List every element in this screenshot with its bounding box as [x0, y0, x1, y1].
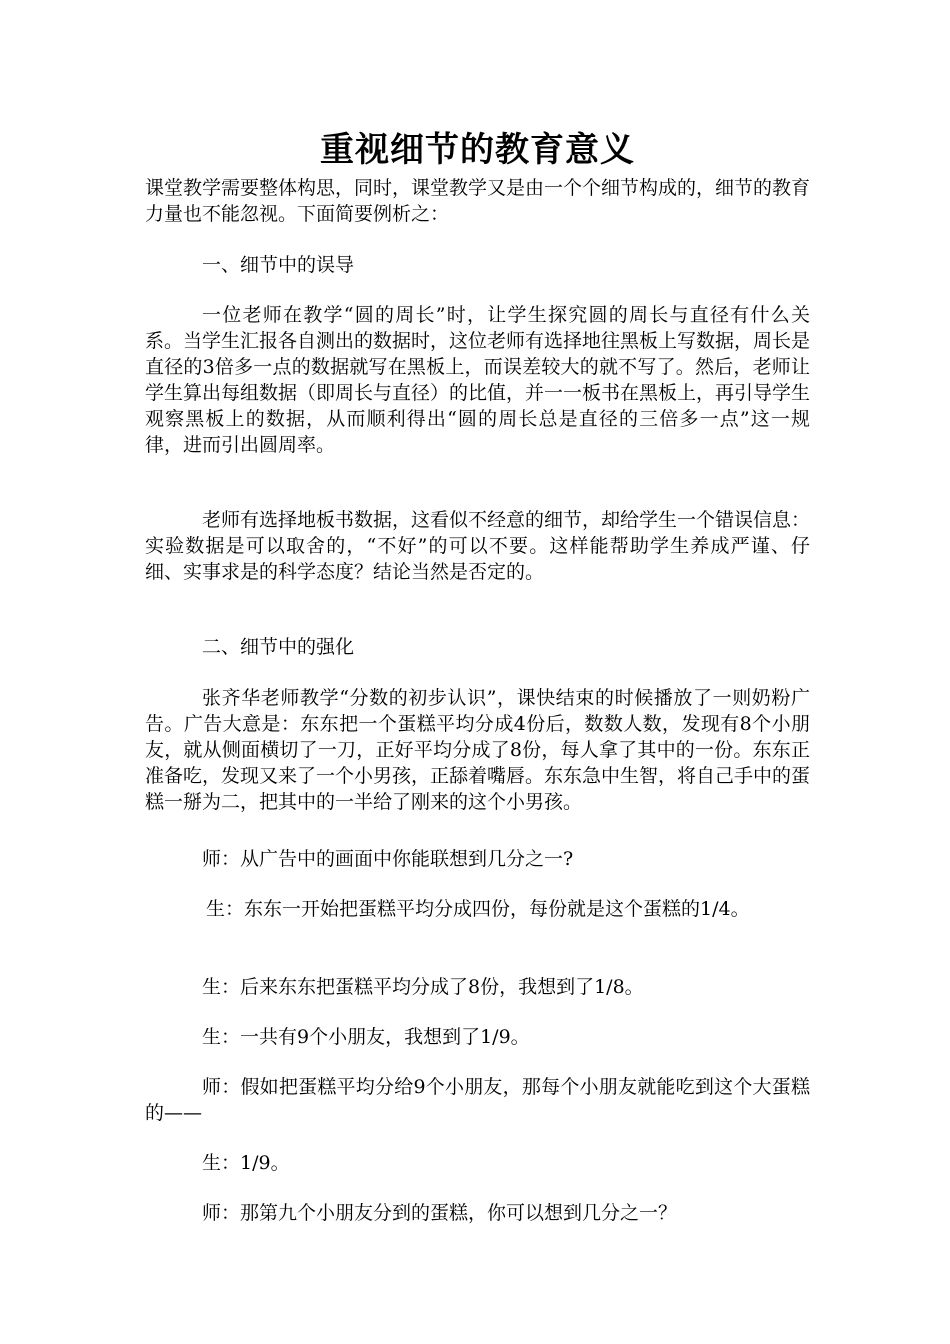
section-heading-2: 二、细节中的强化: [202, 636, 355, 658]
paragraph-body: 一位老师在教学“圆的周长”时，让学生探究圆的周长与直径有什么关系。当学生汇报各自测出的数据时，这位老师有选择地往黑板上写数据，周长是直径的3倍多一点的数据就写在黑板上，而误差较大的就不写了。然后，老师让学生算出每组数据（即周长与直径）的比值，并一一板书在黑板上，再引导学生观察黑板上的数据，从而顺利得出“圆的周长总是直径的三倍多一点”这一规律，进而引出圆周率。: [145, 304, 811, 456]
dialogue-line: 师：那第九个小朋友分到的蛋糕，你可以想到几分之一？: [202, 1202, 678, 1224]
paragraph-intro: 课堂教学需要整体构思，同时，课堂教学又是由一个个细节构成的，细节的教育力量也不能忽视。下面简要例析之：: [145, 177, 811, 225]
dialogue-line: 生：1/9。: [202, 1152, 290, 1174]
dialogue-line: 生：东东一开始把蛋糕平均分成四份，每份就是这个蛋糕的1/4。: [206, 898, 750, 920]
dialogue-line: 师：从广告中的画面中你能联想到几分之一?: [202, 848, 574, 870]
paragraph-body: 老师有选择地板书数据，这看似不经意的细节，却给学生一个错误信息：实验数据是可以取舍的，“不好”的可以不要。这样能帮助学生养成严谨、仔细、实事求是的科学态度？结论当然是否定的。: [145, 509, 811, 583]
document-title: 重视细节的教育意义: [320, 130, 635, 170]
dialogue-line: 师：假如把蛋糕平均分给9个小朋友，那每个小朋友就能吃到这个大蛋糕的——: [145, 1076, 810, 1124]
section-heading-1: 一、细节中的误导: [202, 254, 355, 276]
paragraph-body: 张齐华老师教学“分数的初步认识”，课快结束的时候播放了一则奶粉广告。广告大意是：东东把一个蛋糕平均分成4份后，数数人数，发现有8个小朋友，就从侧面横切了一刀，正好平均分成了8份，每人拿了其中的一份。东东正准备吃，发现又来了一个小男孩，正舔着嘴唇。东东急中生智，将自己手中的蛋糕一掰为二，把其中的一半给了刚来的这个小男孩。: [145, 687, 811, 813]
dialogue-line: 生：后来东东把蛋糕平均分成了8份，我想到了1/8。: [202, 976, 644, 998]
dialogue-line: 生：一共有9个小朋友，我想到了1/9。: [202, 1026, 530, 1048]
